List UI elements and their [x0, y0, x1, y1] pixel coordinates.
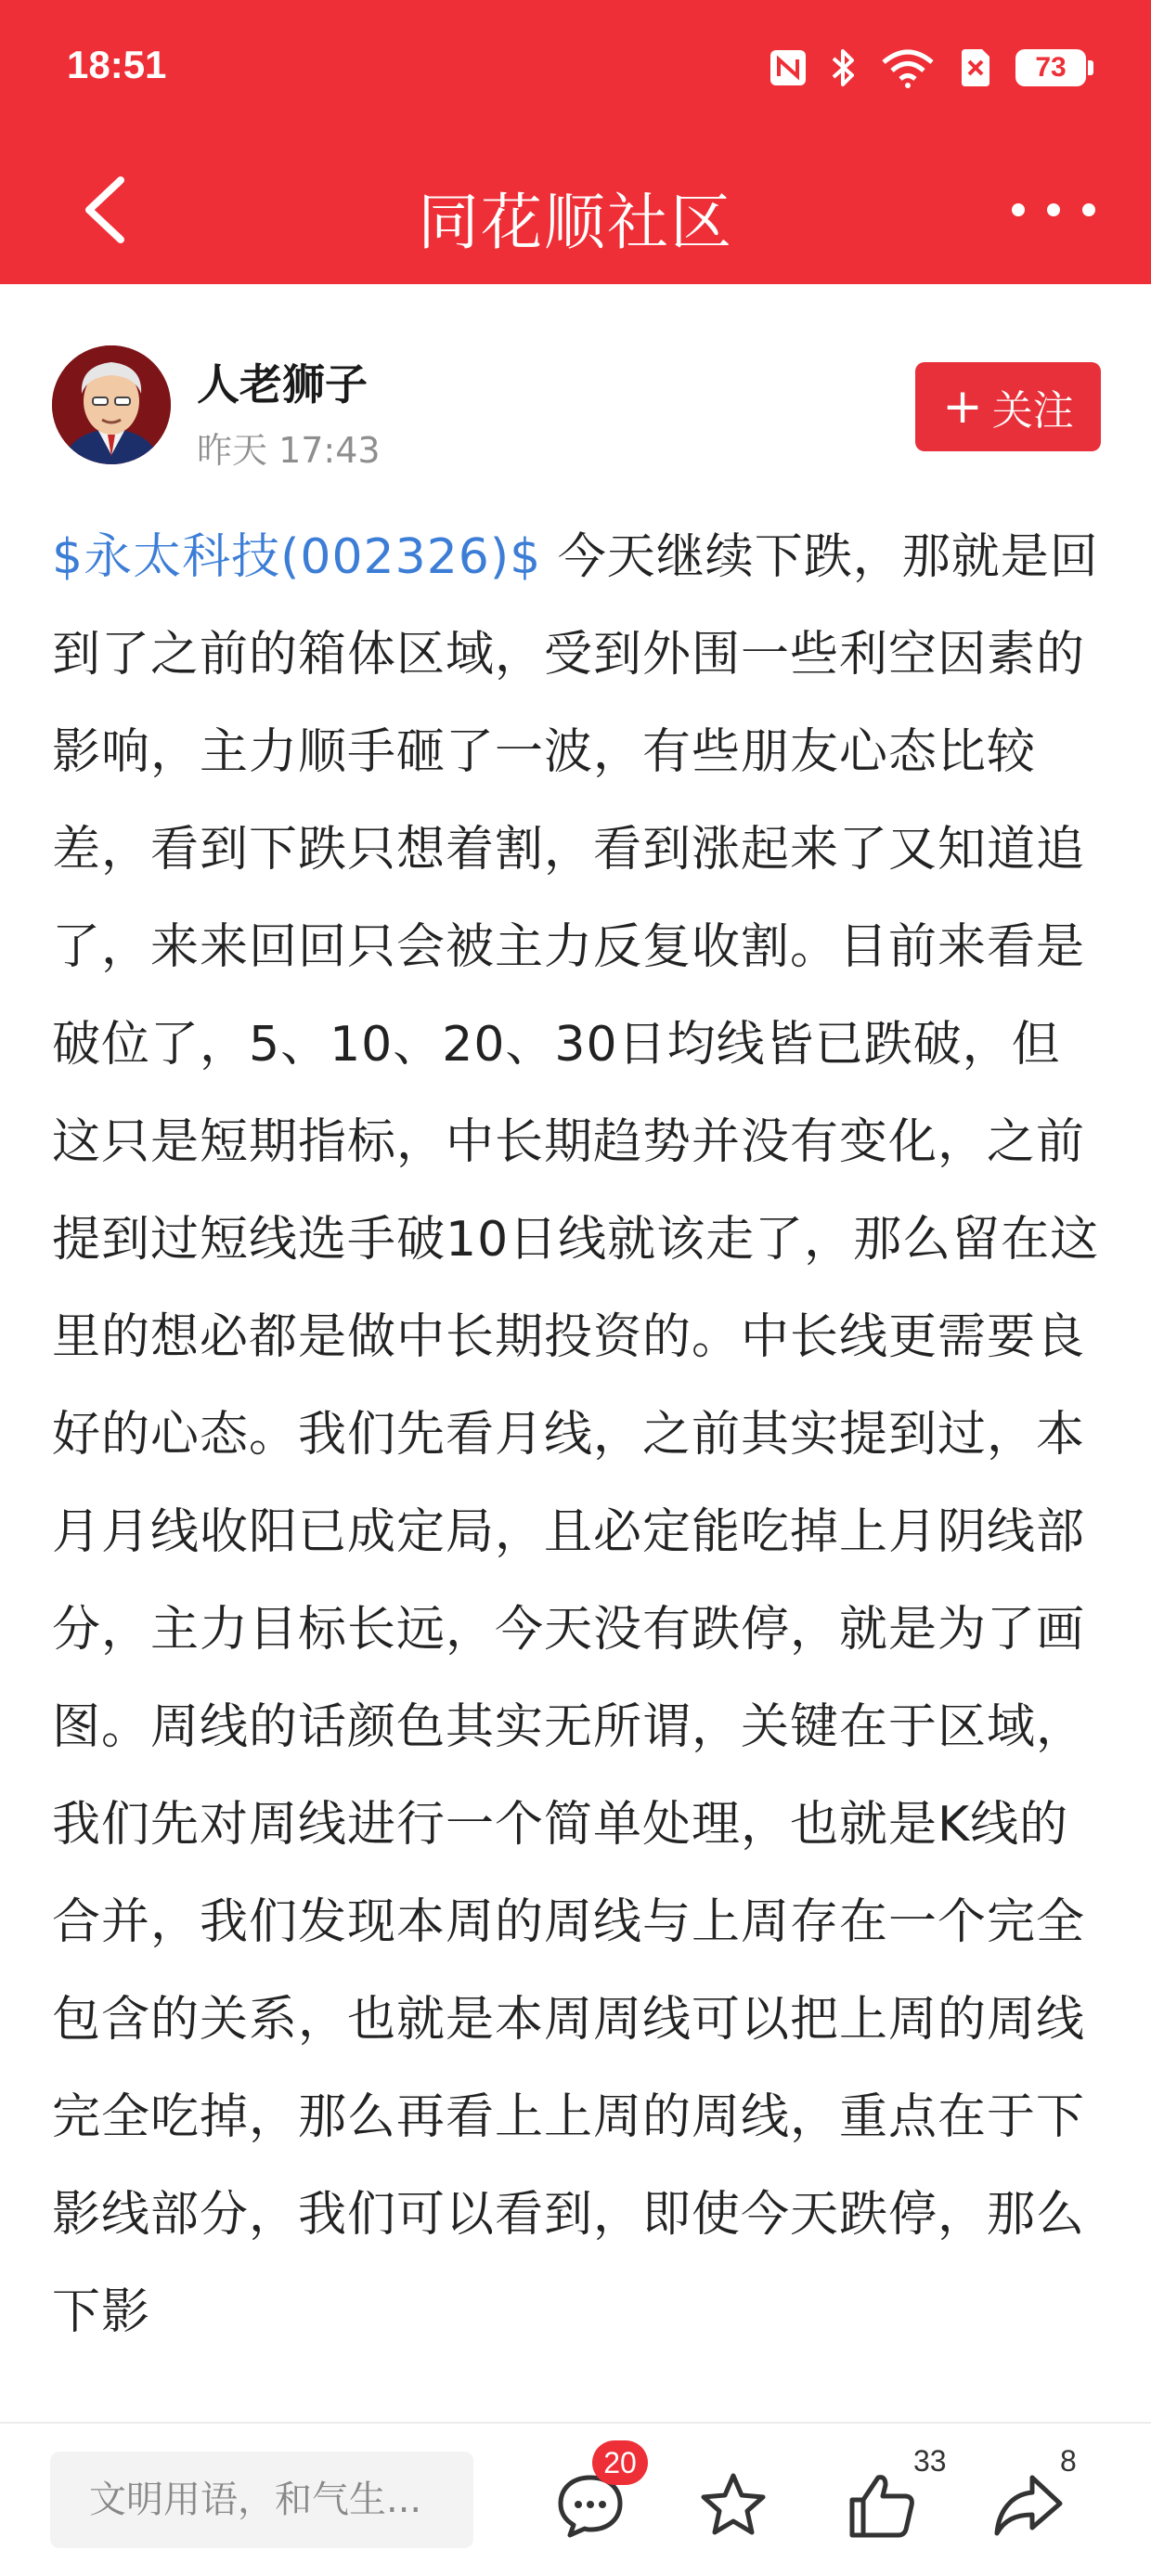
share-count: 8: [1060, 2444, 1077, 2478]
post-time: 昨天 17:43: [197, 430, 381, 471]
plus-icon: +: [942, 379, 983, 435]
thumbs-up-icon: [845, 2468, 919, 2543]
wifi-icon: [880, 47, 936, 88]
status-time: 18:51: [67, 43, 167, 86]
status-icons: [769, 45, 1086, 91]
like-button[interactable]: [845, 2468, 919, 2543]
star-icon: [696, 2468, 770, 2543]
nfc-icon: [769, 48, 808, 87]
more-button[interactable]: [1012, 186, 1095, 234]
follow-button[interactable]: [915, 362, 1101, 451]
author-header: [52, 345, 1101, 475]
stock-tag-link[interactable]: $永太科技(002326)$: [52, 529, 542, 585]
like-count: 33: [913, 2444, 947, 2478]
share-button[interactable]: [991, 2468, 1066, 2543]
bottom-action-bar: [0, 2422, 1151, 2576]
share-arrow-icon: [991, 2468, 1066, 2543]
comment-count-badge: 20: [592, 2440, 648, 2485]
avatar[interactable]: [52, 345, 171, 464]
sim-off-icon: [958, 47, 993, 88]
bluetooth-icon: [830, 47, 858, 88]
avatar-image: [52, 345, 171, 464]
status-bar: [0, 0, 1151, 136]
author-name[interactable]: 人老狮子: [197, 359, 368, 410]
page-title: 同花顺社区: [418, 187, 733, 258]
post-body: 今天继续下跌，那就是回到了之前的箱体区域，受到外围一些利空因素的影响，主力顺手砸了一波，有些朋友心态比较差，看到下跌只想着割，看到涨起来了又知道追了，来来回回只会被主力反复收割。目前来看是破位了，5、10、20、30日均线皆已跌破，但这只是短期指标，中长期趋势并没有变化，之前提到过短线选手破10日线就该走了，那么留在这里的想必都是做中长期投资的。中长线更需要良好的心态。我们先看月线，之前其实提到过，本月月线收阳已成定局，且必定能吃掉上月阴线部分，主力目标长远，今天没有跌停，就是为了画图。周线的话颜色其实无所谓，关键在于区域，我们先对周线进行一个简单处理，也就是K线的合并，我们发现本周的周线与上周存在一个完全包含的关系，也就是本周周线可以把上周的周线完全吃掉，那么再看上上周的周线，重点在于下影线部分，我们可以看到，即使今天跌停，那么下影: [52, 529, 1100, 2340]
post-content: [52, 509, 1101, 2413]
follow-label: 关注: [991, 387, 1074, 435]
nav-bar: [0, 136, 1151, 284]
battery-icon: 73: [1015, 49, 1086, 86]
comment-input[interactable]: 文明用语，和气生...: [50, 2452, 473, 2548]
favorite-button[interactable]: [696, 2468, 770, 2543]
more-dots-icon: [1012, 203, 1025, 216]
